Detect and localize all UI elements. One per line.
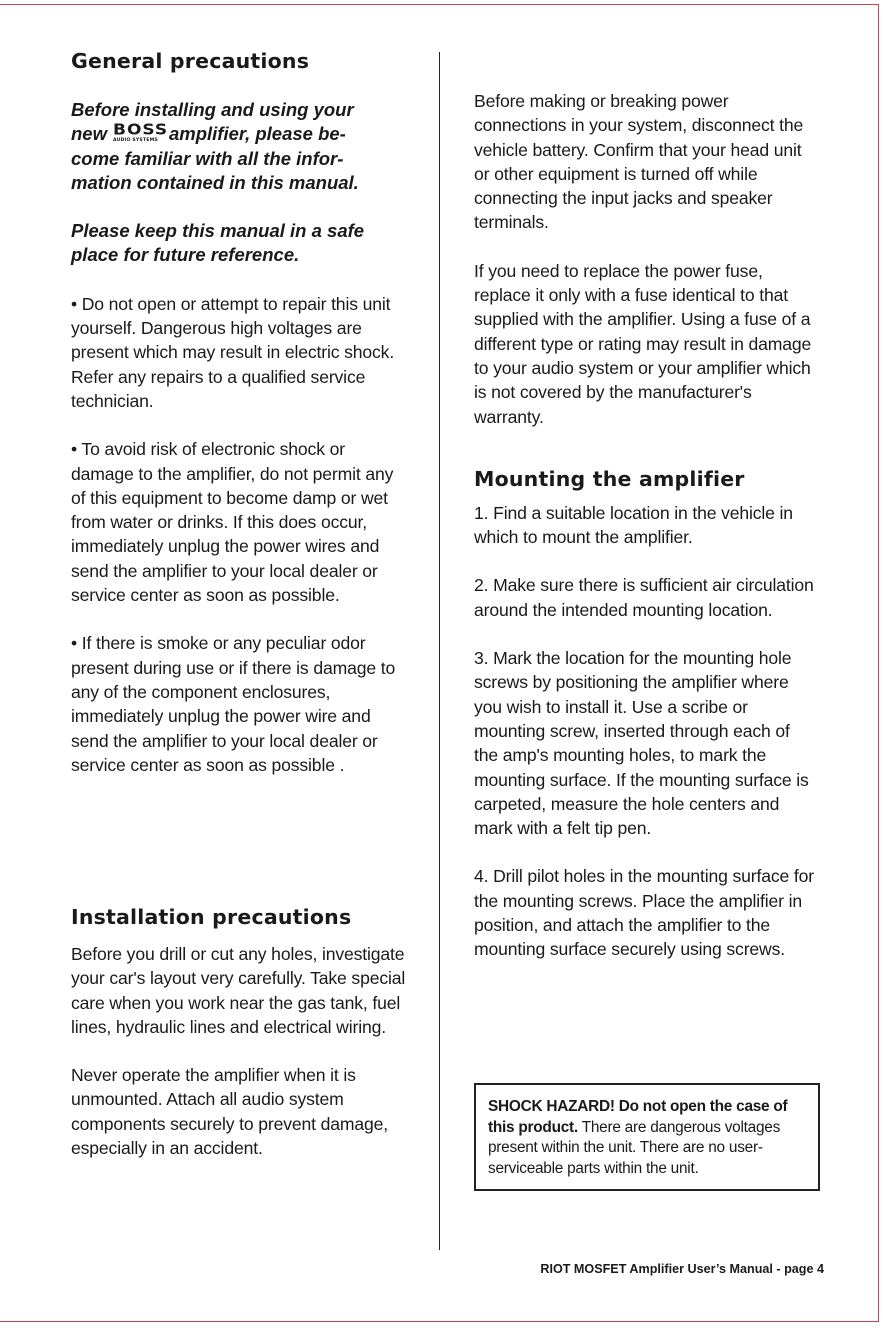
mounting-step-4: 4. Drill pilot holes in the mounting surface for the mounting screws. Place the amplifier in position, and attach the amplifier to the mounting surface securely using screws. [474, 866, 814, 960]
page-footer: RIOT MOSFET Amplifier User’s Manual - page 4 [540, 1262, 824, 1276]
bullet-avoid-shock: • To avoid risk of electronic shock or damage to the amplifier, do not permit any of this equipment to become damp or wet from water or drinks. If this does occur, immediately unplug the power wires and send the amplifier to your local dealer or service center as soon as possible. [71, 439, 394, 606]
intro-line-2: amplifier, please be- [168, 123, 346, 145]
left-column [71, 49, 411, 777]
keep-line-1: Please keep this manual in a safe [71, 220, 365, 242]
column-divider [439, 52, 440, 1250]
mounting-heading: Mounting the amplifier [474, 466, 745, 491]
right-column [474, 89, 814, 962]
power-connections-paragraph: Before making or breaking power connections in your system, disconnect the vehicle battery. Confirm that your head unit or other equipment is turned off while connecting the input jacks and speaker terminals. [474, 91, 804, 233]
power-fuse-paragraph: If you need to replace the power fuse, replace it only with a fuse identical to that supplied with the amplifier. Using a fuse of a different type or rating may result in damage to your audio system or your amplifier which is not covered by the manufacturer's warranty. [474, 260, 812, 427]
general-precautions-heading: General precautions [71, 49, 310, 73]
boss-audio-logo [112, 121, 169, 144]
keep-manual-paragraph [71, 219, 411, 268]
installation-precautions-heading: Installation precautions [71, 905, 352, 929]
intro-line-1: Before installing and using your [71, 99, 354, 120]
shock-hazard-warning-box [474, 1083, 820, 1191]
install-paragraph-1: Before you drill or cut any holes, investigate your car's layout very carefully. Take special care when you work near the gas tank, fuel lines, hydraulic lines and electrical wiring. [71, 944, 406, 1037]
mounting-step-1: 1. Find a suitable location in the vehicle in which to mount the amplifier. [474, 502, 793, 548]
install-paragraph-2: Never operate the amplifier when it is unmounted. Attach all audio system components securely to prevent damage, especially in an accident. [71, 1065, 389, 1159]
warning-text [488, 1097, 808, 1179]
intro-line-3: come familiar with all the infor- [71, 147, 344, 169]
keep-line-2: place for future reference. [71, 244, 300, 266]
intro-line-4: mation contained in this manual. [71, 171, 359, 193]
intro-new: new [71, 123, 107, 145]
logo-subtext: AUDIO SYSTEMS [112, 138, 158, 144]
logo-word: BOSS [112, 121, 169, 140]
bullet-smoke: • If there is smoke or any peculiar odor present during use or if there is damage to any of the component enclosures, immediately unplug the power wire and send the amplifier to your local dealer or service center as soon as possible . [71, 633, 396, 775]
intro-paragraph [71, 98, 411, 195]
mounting-step-3: 3. Mark the location for the mounting hole screws by positioning the amplifier where you wish to install it. Use a scribe or mounting screw, inserted through each of the amp's mounting holes, to mark the mounting surface. If the mounting surface is carpeted, measure the hole centers and mark with a felt tip pen. [474, 648, 809, 839]
bullet-do-not-open: • Do not open or attempt to repair this unit yourself. Dangerous high voltages are present which may result in electric shock. Refer any repairs to a qualified service technician. [71, 293, 395, 411]
installation-section [71, 905, 411, 1160]
warning-bold: SHOCK HAZARD! Do not open the case of this product. [488, 1098, 788, 1136]
mounting-step-2: 2. Make sure there is sufficient air circulation around the intended mounting location. [474, 575, 814, 620]
warning-body: There are dangerous voltages present within the unit. There are no user-serviceable parts within the unit. [488, 1118, 781, 1177]
